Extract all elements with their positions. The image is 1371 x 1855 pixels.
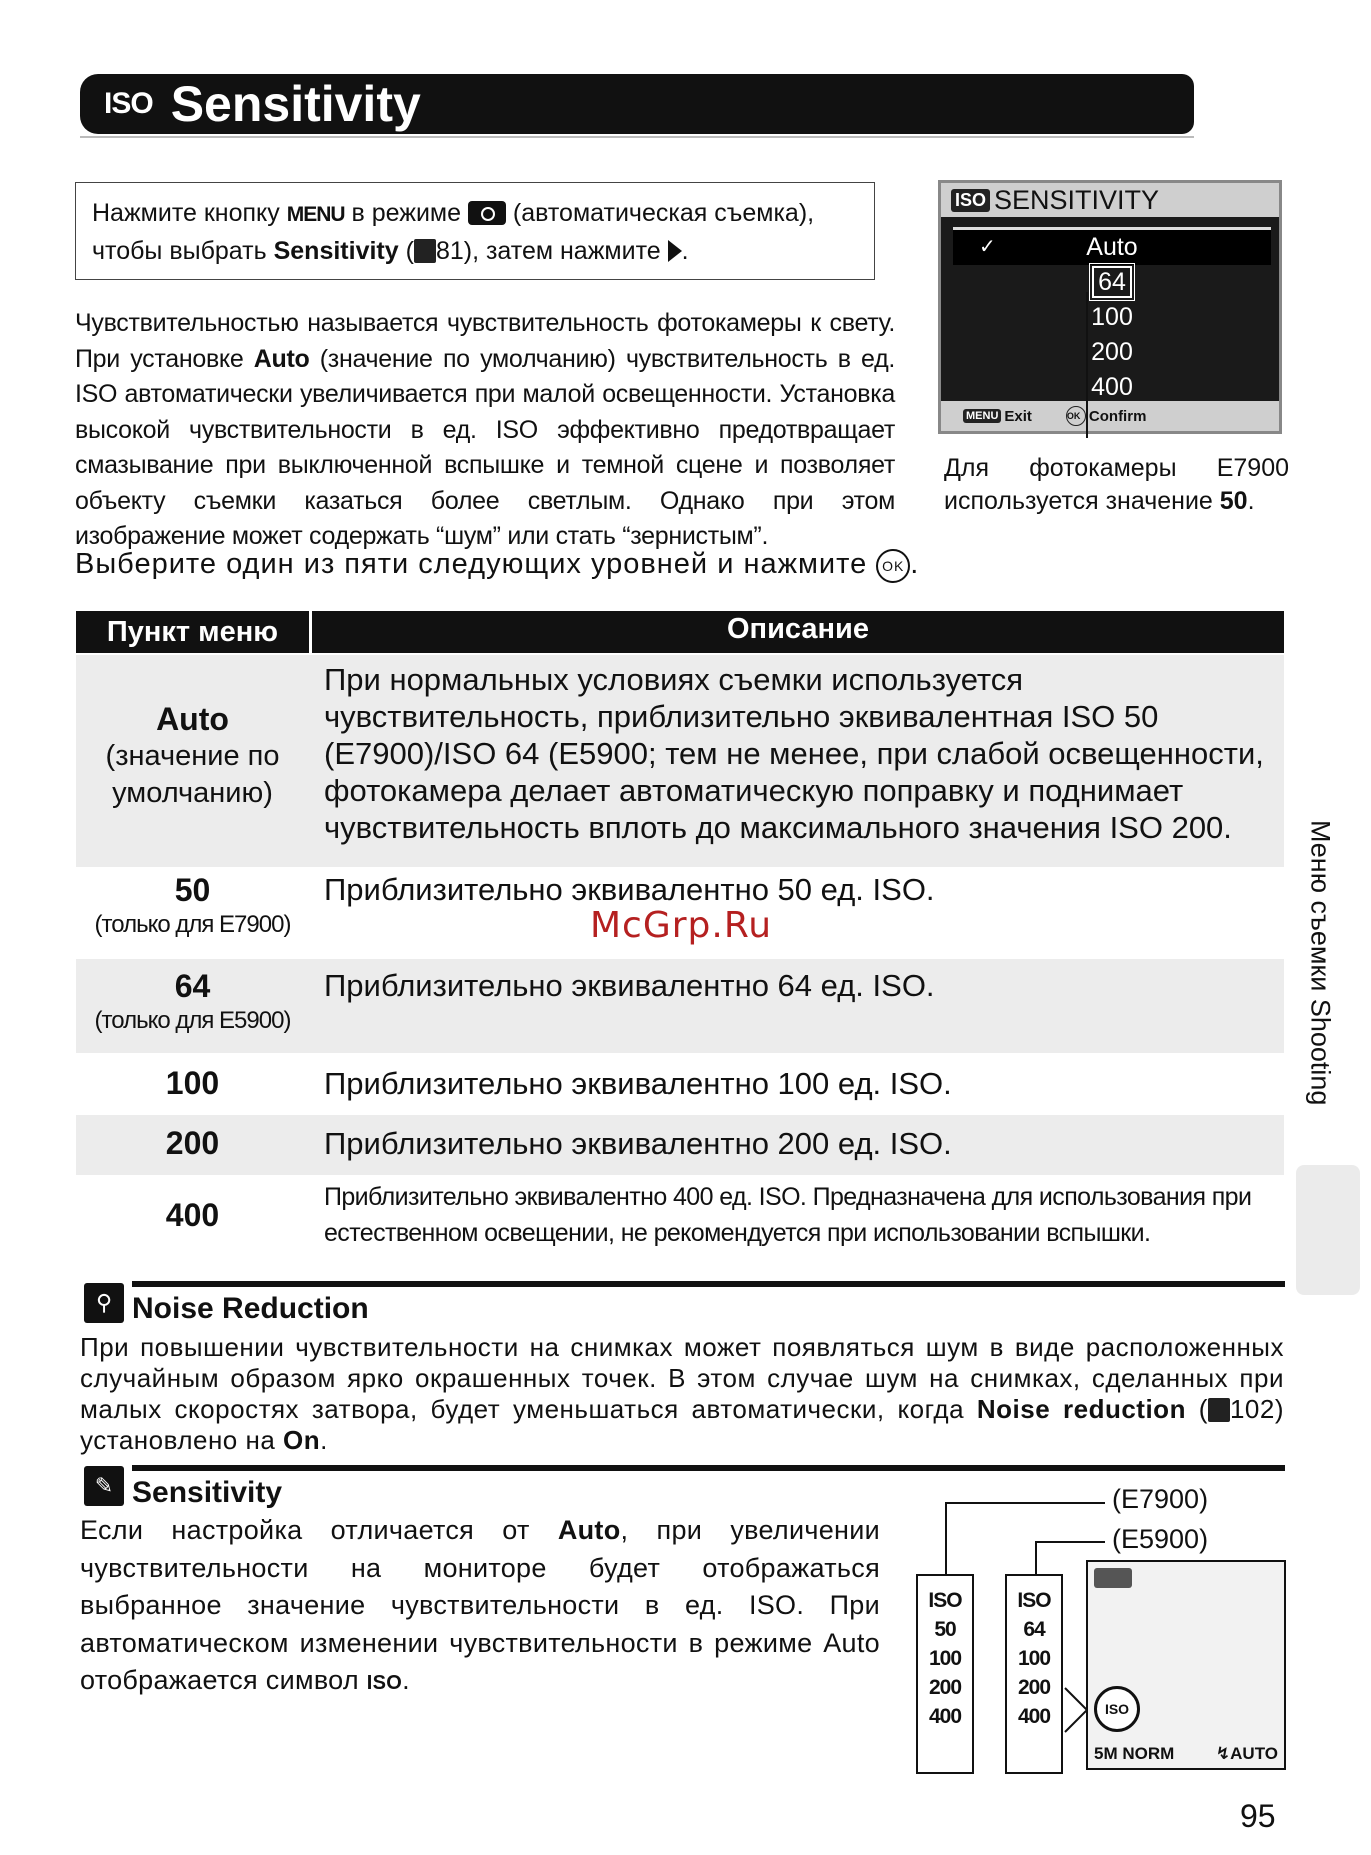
section-side-tab: Меню съемки Shooting (1305, 820, 1336, 1106)
description-cell: При нормальных условиях съемки используется чувствительность, приблизительно эквивалентная ISO 50 (E7900)/ISO 64 (E5900; тем не менее, при слабой освещенности, фотокамера делает автоматическую поправку и поднимает чувствительность вплоть до максимального значения ISO 200. (324, 662, 1264, 845)
page-reference-icon (1208, 1398, 1230, 1422)
instruction-text: ), затем нажмите (463, 237, 668, 265)
note-text: ( (1185, 1394, 1208, 1424)
label-e5900: (E5900) (1112, 1524, 1209, 1554)
description-cell: Приблизительно эквивалентно 200 ед. ISO. (324, 1126, 952, 1161)
page-number: 95 (1240, 1798, 1276, 1834)
description-cell: Приблизительно эквивалентно 100 ед. ISO. (324, 1066, 952, 1101)
pencil-icon: ✎ (84, 1466, 124, 1506)
callout-line-e5900 (1035, 1541, 1037, 1574)
note-divider (132, 1465, 1285, 1471)
check-icon: ✓ (979, 236, 996, 258)
intro-paragraph (75, 306, 895, 555)
sensitivity-note-text (80, 1512, 880, 1703)
menu-item-note: (значение по умолчанию) (105, 740, 280, 809)
lcd-menu-item-label: 64 (1092, 266, 1132, 298)
auto-term: Auto (557, 1515, 621, 1545)
lcd-menu-item-label: 400 (1091, 373, 1133, 401)
ok-button-icon: OK (1066, 406, 1086, 426)
caption-value: 50 (1219, 487, 1248, 515)
column-header-menu-item: Пункт меню (76, 611, 312, 653)
lcd-header (941, 183, 1279, 217)
instruction-text: в режиме (344, 199, 468, 227)
note-text: При повышении чувствительности на снимках может появляться шум в виде расположенных случайным образом ярко окрашенных точек. В этом случае шум на снимках, сделанных при малых скоростях затвора, будет уменьшаться автоматически, когда (80, 1332, 1284, 1424)
select-text: Выберите один из пяти следующих уровней и нажмите (75, 548, 877, 580)
menu-item-note: (только для E5900) (94, 1007, 291, 1034)
lcd-menu-item-auto[interactable] (953, 227, 1271, 265)
iso-icon: ISO (951, 189, 990, 212)
note-text: . (320, 1425, 328, 1455)
menu-item-value: Auto (156, 701, 229, 737)
noise-reduction-text (80, 1332, 1284, 1456)
paragraph-text: (значение по умолчанию) чувствительность в ед. ISO автоматически увеличивается при малой освещенности. Установка высокой чувствительности в ед. ISO эффективно предотвращает смазывание при выключенной вспышке и темной сцене и позволяет объекту съемки казаться более светлым. Однако при этом изображение может содержать “шум” или стать “зернистым”. (75, 344, 895, 550)
table-row (76, 959, 1284, 1053)
paragraph-text: Чувствительностью называется чувствительность фотокамеры к свету. При установке (75, 309, 895, 373)
callout-line-e5900 (1035, 1541, 1105, 1543)
lcd-callout-line (1086, 292, 1088, 438)
instruction-text: Нажмите кнопку (92, 199, 287, 227)
caption-text: Для фотокамеры E7900 используется значение (944, 454, 1289, 515)
iso-scale-value: 100 (928, 1647, 962, 1670)
flash-icon: ↯ (1215, 1744, 1231, 1763)
iso-icon: ISO (104, 87, 153, 120)
iso-scale-value: 50 (934, 1618, 956, 1641)
lcd-menu-item-label: 100 (1091, 303, 1133, 331)
sensitivity-note-title: Sensitivity (132, 1476, 283, 1509)
page-reference: 81 (435, 237, 464, 265)
iso-scale-e7900 (916, 1574, 974, 1774)
camera-mode-icon (1094, 1568, 1132, 1588)
select-text: . (910, 548, 920, 580)
menu-item-value: 400 (165, 1197, 220, 1233)
instruction-box (75, 182, 875, 280)
exit-label: Exit (1004, 407, 1032, 425)
lcd-menu-list (953, 227, 1271, 405)
instruction-text: ( (398, 237, 414, 265)
table-row (76, 1115, 1284, 1175)
lcd-menu-item-label: Auto (1086, 233, 1138, 261)
lcd-menu-item-label: 200 (1091, 338, 1133, 366)
lcd-menu-item-200[interactable] (953, 335, 1271, 370)
instruction-text: (автоматическая съемка), (505, 199, 815, 227)
sensitivity-term: Sensitivity (273, 237, 399, 265)
lcd-caption (944, 452, 1289, 518)
note-divider (132, 1281, 1285, 1287)
menu-item-cell (76, 701, 309, 812)
side-tab-marker (1296, 1165, 1360, 1295)
iso-scale-value: 64 (1023, 1618, 1045, 1641)
monitor-status-bar (1094, 1744, 1278, 1764)
table-row (76, 1053, 1284, 1115)
page-reference-icon (414, 239, 436, 263)
iso-scale-value: 400 (1017, 1705, 1051, 1728)
camera-mode-icon (468, 201, 506, 225)
page-reference: 102 (1229, 1394, 1275, 1424)
menu-item-cell (76, 869, 309, 939)
on-term: On (283, 1425, 321, 1455)
menu-item-value: 50 (174, 872, 211, 908)
auto-term: Auto (253, 344, 310, 373)
callout-line-e7900 (945, 1502, 1105, 1504)
instruction-text: чтобы выбрать (92, 237, 274, 265)
menu-item-note: (только для E7900) (94, 911, 291, 938)
menu-item-value: 200 (165, 1125, 220, 1161)
select-instruction (75, 548, 919, 583)
instruction-text: . (681, 237, 689, 265)
iso-icon: ISO (366, 1672, 403, 1694)
watermark: McGrp.Ru (590, 905, 773, 946)
column-header-description: Описание (727, 613, 869, 645)
menu-item-value: 64 (174, 968, 211, 1004)
description-cell: Приблизительно эквивалентно 50 ед. ISO. (324, 872, 935, 907)
iso-scale-label: ISO (1017, 1589, 1051, 1612)
confirm-label: Confirm (1088, 407, 1147, 425)
description-cell: Приблизительно эквивалентно 400 ед. ISO. Предназначена для использования при естественном освещении, не рекомендуется при использовании вспышки. (324, 1183, 1252, 1247)
menu-item-cell (76, 965, 309, 1035)
lcd-exit-hint (963, 408, 1032, 425)
note-magnifier-icon: ⚲ (84, 1283, 124, 1323)
lcd-menu-item-64[interactable] (953, 265, 1271, 300)
table-header (76, 611, 1284, 653)
page-title: Sensitivity (170, 76, 421, 132)
arrow-right-icon (668, 240, 682, 262)
lcd-header-title: SENSITIVITY (994, 184, 1160, 215)
iso-scale-value: 400 (928, 1705, 962, 1728)
description-cell: Приблизительно эквивалентно 64 ед. ISO. (324, 968, 935, 1003)
iso-scale-value: 100 (1017, 1647, 1051, 1670)
noise-reduction-term: Noise reduction (976, 1394, 1186, 1424)
table-row (76, 1175, 1284, 1260)
table-row (76, 655, 1284, 867)
note-text: Если настройка отличается от (80, 1515, 558, 1545)
lcd-menu-item-400[interactable] (953, 370, 1271, 405)
image-mode-indicator: 5M NORM (1094, 1744, 1175, 1763)
note-text: , при увеличении чувствительности на мониторе будет отображаться выбранное значение чувствительности в ед. ISO. При автоматическом изменении чувствительности в режиме Auto отображается символ (80, 1515, 880, 1695)
lcd-footer (941, 401, 1279, 431)
lcd-menu-item-100[interactable] (953, 300, 1271, 335)
label-e7900: (E7900) (1112, 1484, 1209, 1514)
iso-scale-value: 200 (1017, 1676, 1051, 1699)
menu-key-icon: MENU (963, 409, 1001, 423)
note-text: ) установлено на (80, 1394, 1284, 1455)
page-title-bar (80, 74, 1194, 134)
iso-scale-label: ISO (928, 1589, 962, 1612)
lcd-confirm-hint (1066, 406, 1147, 426)
iso-auto-icon: ISO (1094, 1686, 1140, 1732)
flash-mode-indicator (1216, 1744, 1278, 1764)
iso-scale-e5900 (1005, 1574, 1063, 1774)
iso-scale-value: 200 (928, 1676, 962, 1699)
menu-key-label: MENU (286, 203, 345, 226)
caption-text: . (1247, 487, 1255, 515)
camera-lcd-screen (938, 180, 1282, 434)
note-text: . (402, 1665, 410, 1695)
monitor-display (1086, 1560, 1286, 1770)
menu-item-value: 100 (165, 1065, 220, 1101)
callout-line-e7900 (945, 1502, 947, 1574)
ok-button-icon: OK (876, 549, 910, 583)
title-divider (80, 136, 1194, 138)
noise-reduction-title: Noise Reduction (132, 1292, 369, 1325)
flash-mode-label: AUTO (1230, 1744, 1278, 1763)
